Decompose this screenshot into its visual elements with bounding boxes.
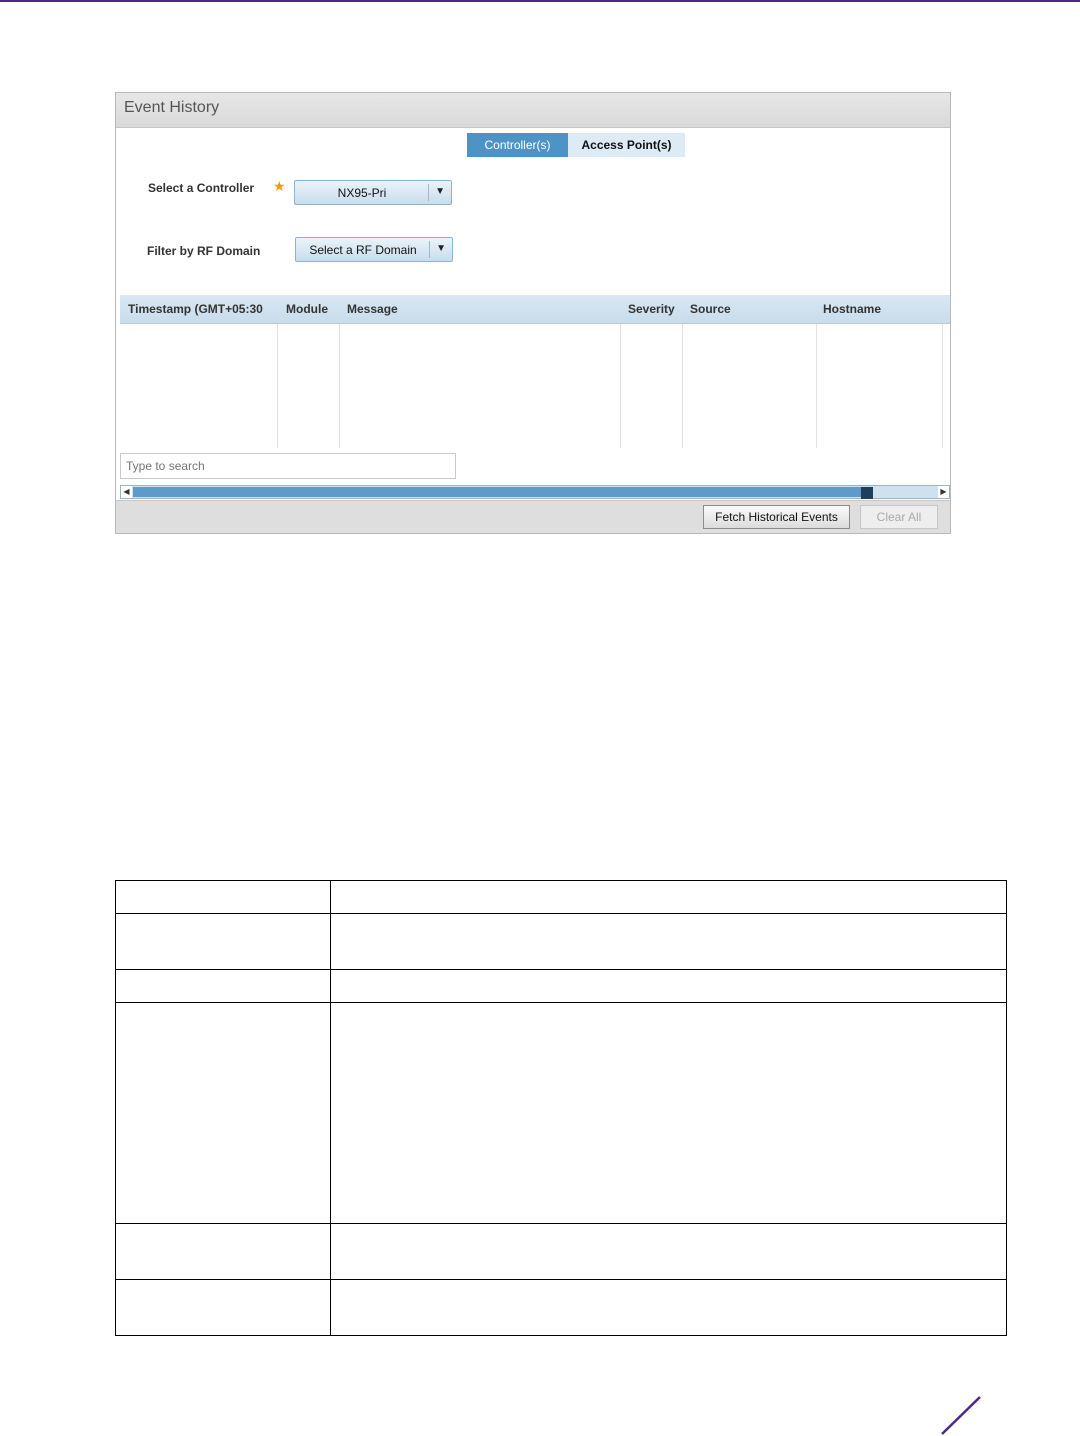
table-row — [116, 1224, 1007, 1280]
table-cell — [331, 881, 1007, 914]
table-row — [116, 970, 1007, 1003]
panel-title: Event History — [124, 99, 220, 116]
table-cell — [331, 1224, 1007, 1280]
table-cell — [116, 914, 331, 970]
table-row — [116, 1003, 1007, 1224]
dropdown-separator — [428, 184, 429, 201]
dropdown-separator — [429, 241, 430, 258]
column-header-severity[interactable]: Severity — [628, 302, 675, 316]
table-row — [116, 1280, 1007, 1336]
table-cell — [331, 1280, 1007, 1336]
rf-domain-label: Filter by RF Domain — [147, 244, 261, 258]
scroll-right-icon[interactable]: ▶ — [938, 486, 949, 498]
scroll-left-icon[interactable]: ◀ — [121, 486, 132, 498]
panel-footer — [116, 500, 950, 533]
rf-domain-select[interactable] — [295, 237, 453, 262]
rf-domain-select-value: Select a RF Domain — [309, 243, 417, 257]
table-row — [116, 914, 1007, 970]
events-grid — [120, 295, 950, 450]
table-cell — [116, 1280, 331, 1336]
column-divider — [277, 324, 278, 448]
column-divider — [620, 324, 621, 448]
table-row — [116, 881, 1007, 914]
table-cell — [331, 1003, 1007, 1224]
event-history-panel — [115, 92, 951, 534]
column-header-message[interactable]: Message — [347, 302, 398, 316]
column-divider — [942, 324, 943, 448]
table-cell — [116, 881, 331, 914]
grid-header — [120, 295, 950, 324]
column-header-source[interactable]: Source — [690, 302, 731, 316]
horizontal-scrollbar[interactable] — [120, 485, 950, 499]
column-header-hostname[interactable]: Hostname — [823, 302, 882, 316]
panel-header — [116, 93, 950, 128]
controller-select[interactable] — [294, 180, 452, 205]
column-header-module[interactable]: Module — [286, 302, 328, 316]
tab-controllers[interactable]: Controller(s) — [467, 133, 568, 157]
table-cell — [116, 1224, 331, 1280]
select-controller-label: Select a Controller — [148, 181, 255, 195]
table-cell — [331, 914, 1007, 970]
search-input[interactable] — [120, 453, 456, 479]
column-divider — [339, 324, 340, 448]
table-cell — [331, 970, 1007, 1003]
grid-body — [120, 324, 950, 448]
description-table — [115, 880, 1007, 1336]
page-corner-slash-icon — [938, 1394, 984, 1436]
tab-access-points[interactable]: Access Point(s) — [568, 133, 685, 157]
scrollbar-thumb[interactable] — [133, 487, 861, 497]
tab-strip — [467, 133, 685, 157]
controller-select-value: NX95-Pri — [337, 186, 387, 200]
fetch-historical-events-button[interactable]: Fetch Historical Events — [703, 505, 850, 529]
chevron-down-icon: ▼ — [435, 186, 445, 197]
table-cell — [116, 970, 331, 1003]
required-star-icon: ★ — [273, 178, 286, 194]
table-cell — [116, 1003, 331, 1224]
clear-all-button[interactable]: Clear All — [860, 505, 938, 529]
column-divider — [682, 324, 683, 448]
column-divider — [816, 324, 817, 448]
chevron-down-icon: ▼ — [436, 243, 446, 254]
scrollbar-thumb-grip[interactable] — [861, 487, 873, 499]
page-top-rule — [0, 0, 1080, 2]
column-header-timestamp[interactable]: Timestamp (GMT+05:30 — [128, 302, 263, 316]
